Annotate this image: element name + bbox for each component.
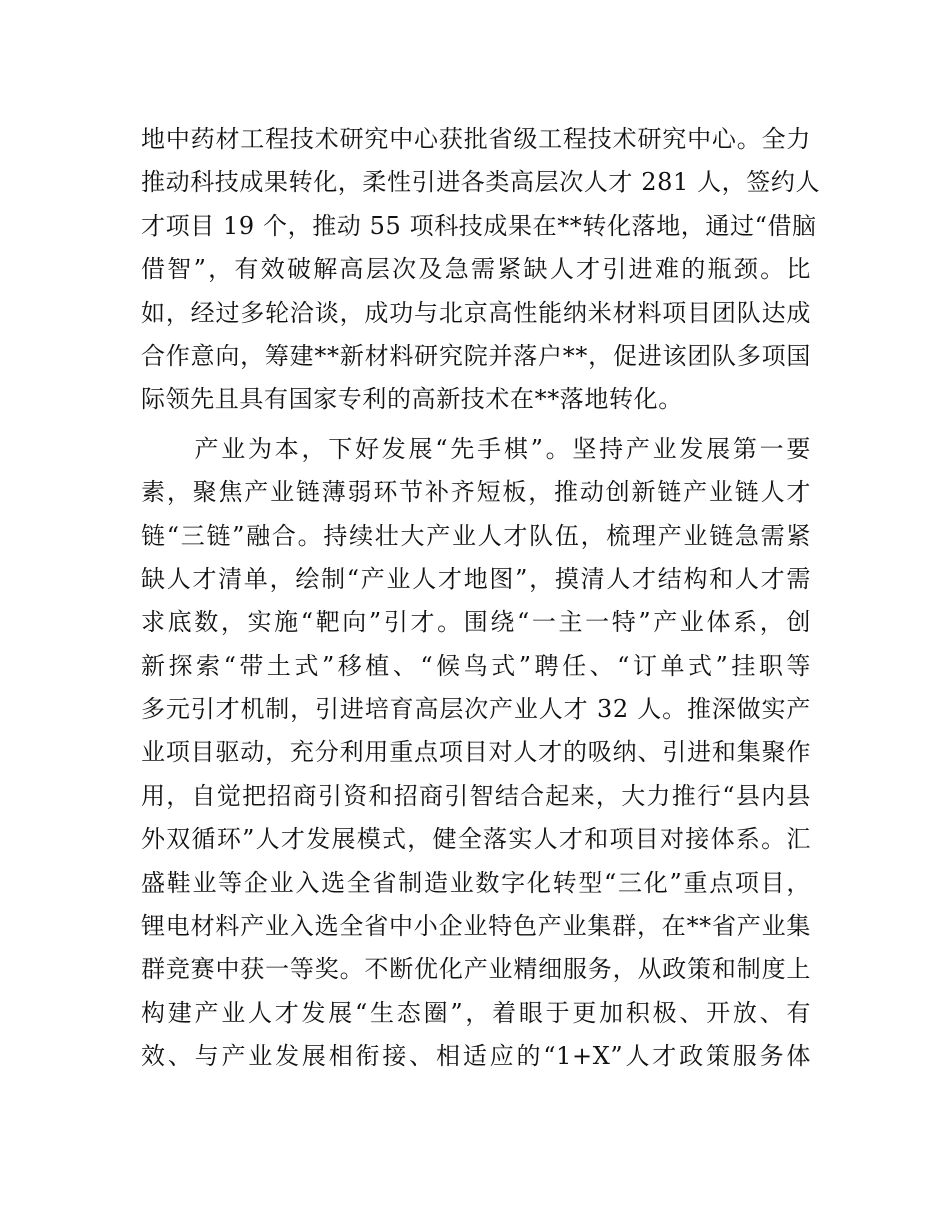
text-line: 素，聚焦产业链薄弱环节补齐短板，推动创新链产业链人才 [141, 478, 811, 507]
text-line: 如，经过多轮洽谈，成功与北京高性能纳米材料项目团队达成 [141, 298, 811, 327]
text-line: 缺人才清单，绘制“产业人才地图”，摸清人才结构和人才需 [141, 564, 811, 593]
text-line: 群竞赛中获一等奖。不断优化产业精细服务，从政策和制度上 [141, 955, 811, 984]
text-line: 盛鞋业等企业入选全省制造业数字化转型“三化”重点项目， [141, 868, 811, 897]
text-line: 锂电材料产业入选全省中小企业特色产业集群，在**省产业集 [141, 912, 811, 941]
text-line: 借智”，有效破解高层次及急需紧缺人才引进难的瓶颈。比 [141, 255, 811, 284]
text-line: 才项目 19 个，推动 55 项科技成果在**转化落地，通过“借脑 [141, 211, 817, 240]
text-line: 外双循环”人才发展模式，健全落实人才和项目对接体系。汇 [141, 825, 811, 854]
text-line: 产业为本，下好发展“先手棋”。坚持产业发展第一要 [141, 434, 811, 463]
text-line: 求底数，实施“靶向”引才。围绕“一主一特”产业体系，创 [141, 608, 811, 637]
text-line: 合作意向，筹建**新材料研究院并落户**，促进该团队多项国 [141, 341, 811, 370]
text-line: 新探索“带土式”移植、“候鸟式”聘任、“订单式”挂职等 [141, 651, 811, 680]
paragraph-2 [141, 428, 811, 1079]
text-line: 业项目驱动，充分利用重点项目对人才的吸纳、引进和集聚作 [141, 738, 811, 767]
paragraph-1 [141, 118, 821, 422]
body-text [141, 118, 821, 1079]
text-line: 推动科技成果转化，柔性引进各类高层次人才 281 人，签约人 [141, 168, 821, 197]
text-line: 效、与产业发展相衔接、相适应的“1+X”人才政策服务体 [141, 1042, 811, 1071]
text-line: 地中药材工程技术研究中心获批省级工程技术研究中心。全力 [141, 125, 811, 153]
text-line: 构建产业人才发展“生态圈”，着眼于更加积极、开放、有 [141, 998, 811, 1027]
text-line: 用，自觉把招商引资和招商引智结合起来，大力推行“县内县 [141, 781, 811, 810]
text-line: 链“三链”融合。持续壮大产业人才队伍，梳理产业链急需紧 [141, 521, 811, 550]
text-line: 际领先且具有国家专利的高新技术在**落地转化。 [141, 385, 683, 414]
text-line: 多元引才机制，引进培育高层次产业人才 32 人。推深做实产 [141, 695, 811, 724]
